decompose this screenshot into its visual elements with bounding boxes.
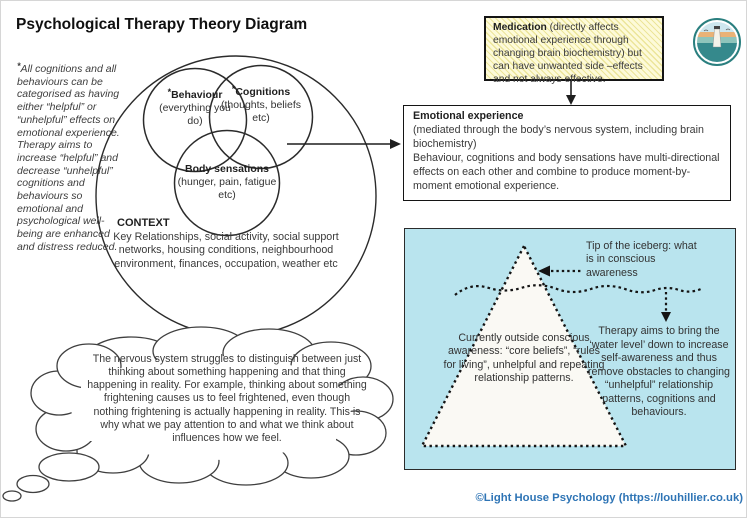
lighthouse-logo-art <box>697 22 737 62</box>
behaviour-subtitle: (everything you do) <box>159 101 231 127</box>
left-note-text: All cognitions and all behaviours can be categorised as having either “helpful” or “unhelpful” effects on emotional experience. Therapy aims to increase “helpful” and decrease “unhelpful” cognitions and behaviours so emotional and psychological well-being are enhanced and distress reduced. <box>17 63 120 253</box>
venn-to-emotional-arrow <box>287 139 401 149</box>
thought-bubble-tail-2 <box>17 476 49 493</box>
emotional-box-title: Emotional experience <box>413 110 524 122</box>
cognitions-asterisk: * <box>231 84 236 94</box>
venn-label-body-sensations <box>177 163 277 201</box>
emotional-experience-box <box>403 105 731 201</box>
iceberg-inside-label: Currently outside conscious awareness: “core beliefs”, “rules for living”, unhelpful and repeating relationship patterns. <box>443 332 605 385</box>
thought-bubble-tail-1 <box>39 453 99 481</box>
copyright-text: ©Light House Psychology (https://louhillier.co.uk) <box>475 492 743 504</box>
iceberg-tip-label: Tip of the iceberg: what is in conscious awareness <box>586 240 697 279</box>
context-text: Key Relationships, social activity, social support networks, housing conditions, neighbourhood environment, finances, occupation, weather etc <box>113 231 339 270</box>
medication-box <box>484 16 664 86</box>
iceberg-panel <box>404 228 736 470</box>
emotional-box-subtitle: (mediated through the body’s nervous system, including brain biochemistry) <box>413 123 704 150</box>
left-note <box>17 61 130 254</box>
medication-box-title: Medication <box>493 22 547 33</box>
thought-cloud-text: The nervous system struggles to distinguish between just thinking about something happening and that thing happening in reality. For example, thinking about something frightening causes us to feel frightened, even though nothing frightening is actually happening in reality. This is why what we pay attention to and what we think about influences how we feel. <box>87 353 367 444</box>
body-sensations-title: Body sensations <box>184 163 270 175</box>
context-title: CONTEXT <box>117 217 170 229</box>
venn-label-cognitions <box>221 84 301 124</box>
behaviour-title: Behaviour <box>171 89 223 101</box>
water-level-down-arrow <box>661 292 671 322</box>
footnote-asterisk: * <box>17 61 21 71</box>
cognitions-title: Cognitions <box>235 86 291 98</box>
tip-pointer-arrow <box>538 266 582 277</box>
emotional-box-body: Behaviour, cognitions and body sensations have multi-directional effects on each other and combine to produce moment-by-moment emotional experience. <box>413 151 720 192</box>
body-sensations-subtitle: (hunger, pain, fatigue etc) <box>177 175 277 201</box>
behaviour-asterisk: * <box>167 87 172 97</box>
iceberg-therapy-label: Therapy aims to bring the ‘water level’ down to increase self-awareness and thus remove obstacles to changing “unhelpful” relationship patterns, cognitions and behaviours. <box>588 325 730 419</box>
thought-bubble-tail-3 <box>3 491 21 501</box>
cognitions-subtitle: (thoughts, beliefs etc) <box>221 98 301 124</box>
medication-box-body: (directly affects emotional experience through changing brain biochemistry) but can have unwanted side –effects and not always effective. <box>493 22 643 86</box>
page-title: Psychological Therapy Theory Diagram <box>16 16 308 33</box>
lighthouse-logo-icon <box>692 17 742 67</box>
